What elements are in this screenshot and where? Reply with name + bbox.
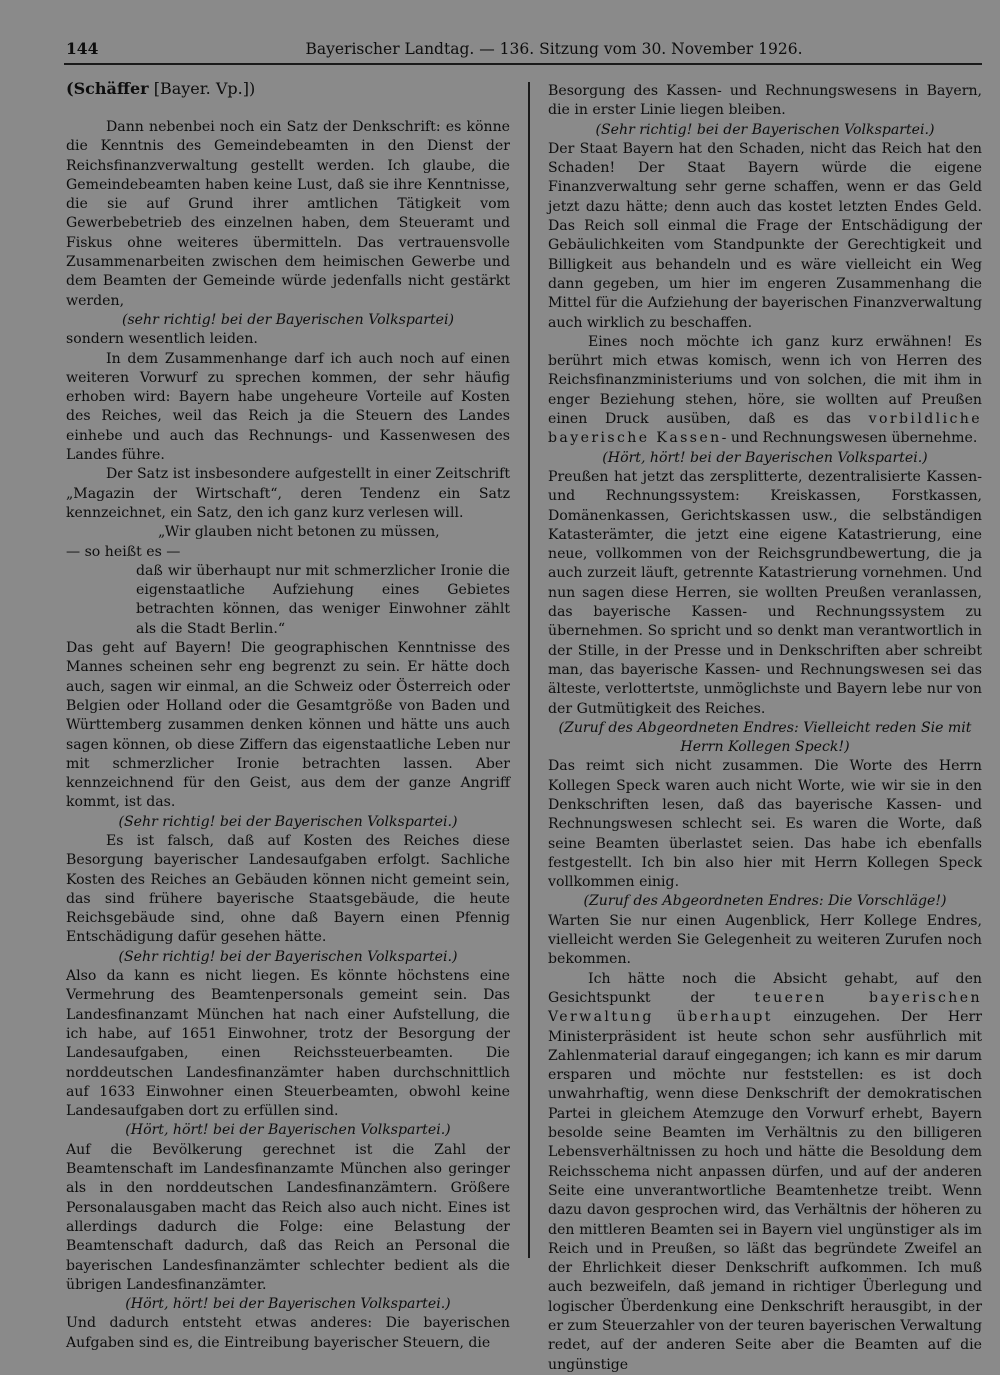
paragraph-text: Ich hätte noch die Absicht gehabt, auf den Gesichtspunkt der (548, 970, 982, 1006)
page-header (64, 36, 982, 62)
paragraph: Das reimt sich nicht zusammen. Die Worte des Herrn Kollegen Speck waren auch nicht Worte, wie wir sie in den Denkschriften lesen, daß das bayerische Kassen- und Rechnungswesen schlecht sei. Es waren die Worte, daß seine Beamten überlastet seien. Das habe ich ebenfalls festgestellt. Ich bin also hier mit Herrn Kollegen Speck vollkommen einig. (548, 758, 982, 891)
running-title: Bayerischer Landtag. — 136. Sitzung vom 30. November 1926. (305, 40, 803, 58)
interjection: (Hört, hört! bei der Bayerischen Volkspartei.) (125, 1296, 451, 1313)
paragraph: Auf die Bevölkerung gerechnet ist die Zahl der Beamtenschaft im Landesfinanzamte München also geringer als in den norddeutschen Landesfinanzämtern. Größere Personalausgaben macht das Reich also auch nicht. Eines ist allerdings dadurch die Folge: eine Belastung der Beamtenschaft dadurch, daß das Reich an Personal die bayerischen Landesfinanzämter schlechter bedient als die übrigen Landesfinanzämter. (66, 1141, 510, 1293)
paragraph: Der Satz ist insbesondere aufgestellt in einer Zeitschrift „Magazin der Wirtschaft“, deren Tendenz ein Satz kennzeichnet, ein Satz, den ich ganz kurz verlesen will. (66, 466, 510, 521)
page-number: 144 (66, 39, 99, 58)
paragraph: Also da kann es nicht liegen. Es könnte höchstens eine Vermehrung des Beamtenpersonals gemeint sein. Das Landesfinanzamt München hat nach einer Aufstellung, die ich habe, auf 1651 Einwohner, trotz der Besorgung der Landesaufgaben, einen Reichssteuerbeamten. Die norddeutschen Landesfinanzämter haben durchschnittlich auf 1633 Einwohner einen Steuerbeamten, obwohl keine Landesaufgaben dort zu erfüllen sind. (66, 968, 510, 1120)
header-rule (64, 63, 982, 65)
paragraph-text: - und Rechnungswesen übernehme. (721, 430, 978, 447)
paragraph: Warten Sie nur einen Augenblick, Herr Kollege Endres, vielleicht werden Sie Gelegenheit zu weiteren Zurufen noch bekommen. (548, 912, 982, 968)
paragraph: Dann nebenbei noch ein Satz der Denkschrift: es könne die Kenntnis des Gemeindebeamten in den Dienst der Reichsfinanzverwaltung gestellt werden. Ich glaube, die Gemeindebeamten haben keine Lust, daß sie ihre Kenntnisse, die sie auf Grund ihrer amtlichen Tätigkeit vom Gewerbebetrieb des einzelnen haben, dem Steueramt und Fiskus ohne weiteres übermitteln. Das vertrauensvolle Zusammenarbeiten zwischen dem heimischen Gewerbe und dem Beamten der Gemeinde würde jedenfalls nicht gestärkt werden, (66, 119, 510, 309)
interjection: (Zuruf des Abgeordneten Endres: Vielleicht reden Sie mit Herrn Kollegen Speck!) (558, 719, 972, 756)
paragraph: Es ist falsch, daß auf Kosten des Reiches diese Besorgung bayerischer Landesaufgaben erfolgt. Sachliche Kosten des Reiches an Gebäuden können nicht gemeint sein, das sind frühere bayerische Staatsgebäude, die heute Reichsgebäude sind, ohne daß Bayern einen Pfennig Entschädigung dafür gesehen hätte. (66, 832, 510, 946)
paragraph-text: einzugehen. Der Herr Ministerpräsident ist heute schon sehr ausführlich mit Zahlenmaterial darauf eingegangen; ich kann es mir darum ersparen und möchte nur feststellen: es ist doch unwahrhaftig, wenn diese Denkschrift der demokratischen Partei in gleichem Atemzuge den Vorwurf erhebt, Bayern besolde seine Beamten im Verhältnis zu den billigeren Lebensverhältnissen zu hoch und hätte die Besoldung dem Reichsschema nicht anpassen dürfen, und auf der anderen Seite eine unverantwortliche Beamtenhetze treibt. Wenn dazu davon gesprochen wird, das Verhältnis der höheren zu den mittleren Beamten sei in Bayern viel ungünstiger als im Reich und in Preußen, so läßt das begründete Zweifel an der Ehrlichkeit dieser Denkschrift aufkommen. Ich muß auch bezweifeln, daß jemand in richtiger Überlegung und logischer Überdenkung eine Denkschrift herausgibt, in der er zum Steuerzahler von der teuren bayerischen Verwaltung redet, auf der anderen Seite aber die Beamten auf die ungünstige (548, 1009, 982, 1373)
quote-intro: „Wir glauben nicht betonen zu müssen, (158, 524, 440, 541)
paragraph-continuation: sondern wesentlich leiden. (66, 331, 258, 348)
interjection: (Sehr richtig! bei der Bayerischen Volkspartei.) (118, 813, 458, 830)
interjection: (Hört, hört! bei der Bayerischen Volkspartei.) (125, 1122, 451, 1139)
paragraph-continuation: Besorgung des Kassen- und Rechnungswesens in Bayern, die in erster Linie liegen bleiben. (548, 83, 982, 119)
quote-lead: — so heißt es — (66, 543, 181, 560)
paragraph (548, 970, 982, 1375)
paragraph-text: Eines noch möchte ich ganz kurz erwähnen! Es berührt mich etwas komisch, wenn ich von Herren des Reichsfinanzministeriums und von solchen, die mit ihm in enger Beziehung stehen, höre, sie wollten auf Preußen einen Druck ausüben, daß es das (548, 333, 982, 428)
interjection: (Hört, hört! bei der Bayerischen Volkspartei.) (602, 449, 928, 466)
paragraph: Das geht auf Bayern! Die geographischen Kenntnisse des Mannes scheinen sehr eng begrenzt zu sein. Er hätte doch auch, sagen wir einmal, an die Schweiz oder Österreich oder Belgien oder Holland oder die Gesamtgröße von Baden und Württemberg zusammen denken können und hätte uns auch sagen können, ob diese Ziffern das eigenstaatliche Leben nur mit schmerzlicher Ironie betrachten lassen. Aber kennzeichnend für den Geist, aus dem der ganze Angriff kommt, ist das. (66, 640, 510, 811)
paragraph: In dem Zusammenhange darf ich auch noch auf einen weiteren Vorwurf zu sprechen kommen, der sehr häufig erhoben wird: Bayern habe ungeheure Vorteile auf Kosten des Reiches, weil das Reich ja die Steuern des Landes einhebe und auch das Rechnungs- und Kassenwesen des Landes führe. (66, 350, 510, 464)
left-column (66, 78, 510, 1353)
speaker-party: [Bayer. Vp.]) (153, 79, 256, 98)
emphasized-text: vorbildliche bayerische Kassen (548, 411, 982, 447)
speaker-name: (Schäffer (66, 79, 149, 98)
emphasized-text: teueren bayerischen Verwaltung überhaupt (548, 989, 982, 1026)
interjection: (Zuruf des Abgeordneten Endres: Die Vorschläge!) (583, 893, 947, 910)
column-divider (528, 82, 530, 1258)
paragraph (548, 333, 982, 449)
paragraph: Und dadurch entsteht etwas anderes: Die bayerischen Aufgaben sind es, die Eintreibung bayerischer Steuern, die (66, 1315, 510, 1351)
interjection: (sehr richtig! bei der Bayerischen Volkspartei) (121, 311, 455, 328)
paragraph: Preußen hat jetzt das zersplitterte, dezentralisierte Kassen- und Rechnungssystem: Kreiskassen, Forstkassen, Domänenkassen, Gerichtskassen usw., die selbständigen Katasterämter, die jetzt eine eigene Katastrierung, eine neue, vollkommen von der Reichsgrundbewertung, die ja auch zurzeit läuft, getrennte Katastrierung vornehmen. Und nun sagen diese Herren, sie wollten Preußen veranlassen, das bayerische Kassen- und Rechnungssystem zu übernehmen. So spricht und so denkt man verantwortlich in der Stille, in der Presse und in Denkschriften aber schreibt man, das bayerische Kassen- und Rechnungswesen sei das älteste, verlottertste, unmöglichste und Bayern lebe nur von der Gutmütigkeit des Reiches. (548, 468, 982, 717)
right-column (548, 82, 982, 1375)
block-quote: daß wir überhaupt nur mit schmerzlicher Ironie die eigenstaatliche Aufziehung eines Gebietes betrachten können, das weniger Einwohner zählt als die Stadt Berlin.“ (136, 562, 510, 637)
interjection: (Sehr richtig! bei der Bayerischen Volkspartei.) (118, 948, 458, 965)
speaker-heading (66, 78, 510, 100)
paragraph: Der Staat Bayern hat den Schaden, nicht das Reich hat den Schaden! Der Staat Bayern würde die eigene Finanzverwaltung sehr gerne schaffen, wenn er das Geld jetzt dazu hätte; denn auch das kostet letzten Endes Geld. Das Reich soll einmal die Frage der Entschädigung der Gebäulichkeiten vom Standpunkte der Gerechtigkeit und Billigkeit aus behandeln und es wäre vielleicht ein Weg dann gegeben, um hier im engeren Zusammenhang die Mittel für die Aufziehung der bayerischen Finanzverwaltung auch wirklich zu beschaffen. (548, 140, 982, 331)
interjection: (Sehr richtig! bei der Bayerischen Volkspartei.) (595, 121, 935, 138)
